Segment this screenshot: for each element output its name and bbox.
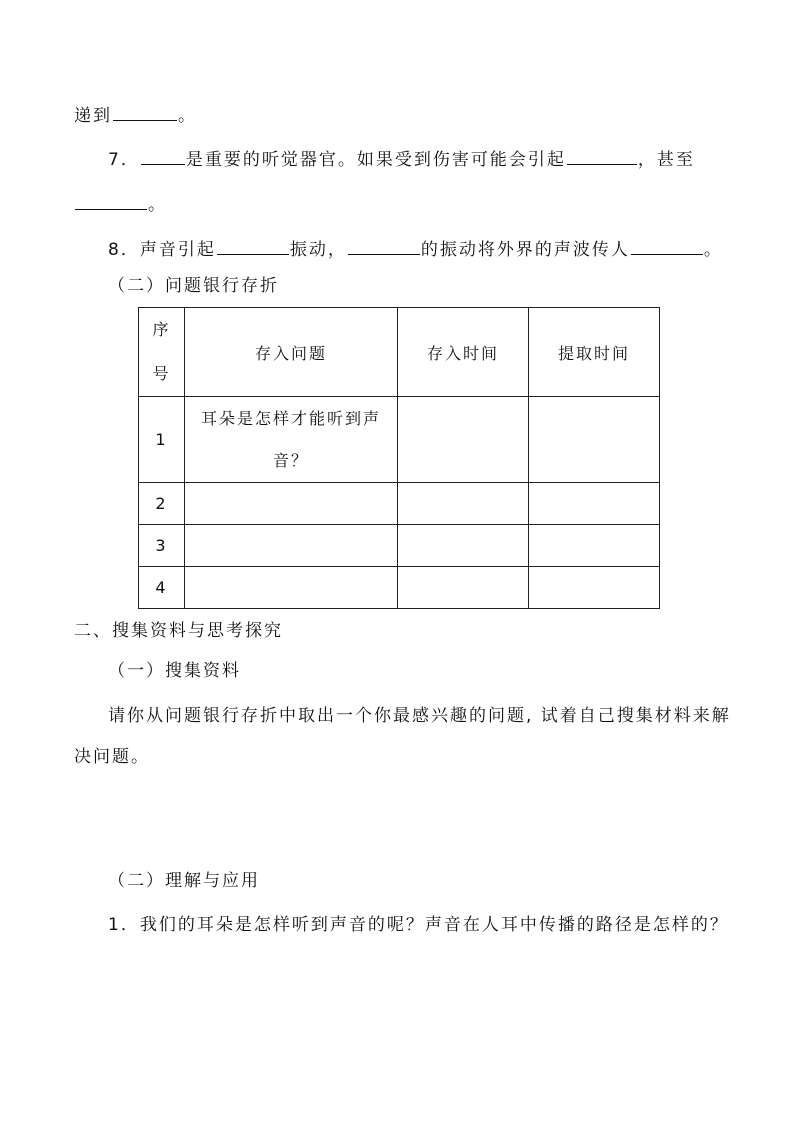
subsection-heading-collect: （一）搜集资料: [108, 661, 241, 681]
answer-blank[interactable]: [75, 193, 147, 210]
table-row: [139, 525, 660, 567]
deposit-time-cell[interactable]: [398, 567, 529, 609]
question-cell[interactable]: [185, 483, 398, 525]
question-text: 。: [148, 195, 167, 215]
question-number: 8．: [108, 240, 140, 260]
question-text: ，甚至: [637, 150, 695, 170]
question-cell-line: 耳朵是怎样才能听到声: [200, 408, 381, 428]
question-7-line2: [74, 193, 167, 217]
fill-text: 递到: [74, 106, 112, 126]
question-7-line1: [108, 148, 695, 172]
question-text: 声音引起: [139, 240, 216, 260]
withdraw-time-cell[interactable]: [529, 397, 660, 483]
table-header-row: [139, 308, 660, 397]
row-number: 3: [139, 525, 185, 567]
answer-blank[interactable]: [631, 238, 703, 255]
fill-text: 。: [178, 106, 197, 126]
question-text: 的振动将外界的声波传人: [420, 240, 630, 260]
row-number: 1: [139, 397, 185, 483]
question-cell[interactable]: [185, 525, 398, 567]
question-bank-table: [138, 307, 660, 609]
row-number: 4: [139, 567, 185, 609]
col-header-withdraw-time: 提取时间: [529, 308, 660, 397]
table-row: [139, 567, 660, 609]
table-row: [139, 397, 660, 483]
deposit-time-cell[interactable]: [398, 483, 529, 525]
subsection-heading-apply: （二）理解与应用: [108, 871, 260, 891]
withdraw-time-cell[interactable]: [529, 483, 660, 525]
part-2-heading: 二、搜集资料与思考探究: [74, 621, 283, 641]
answer-blank[interactable]: [567, 148, 637, 165]
answer-blank[interactable]: [113, 104, 177, 121]
question-text: 振动，: [289, 240, 347, 260]
question-cell-line: 音？: [272, 450, 309, 470]
question-number: 7．: [108, 150, 140, 170]
question-text: 我们的耳朵是怎样听到声音的呢？声音在人耳中传播的路径是怎样的？: [139, 915, 729, 935]
apply-question-1: [108, 913, 729, 937]
col-header-number: 序 号: [139, 308, 185, 397]
question-number: 1．: [108, 915, 140, 935]
question-8: [108, 238, 723, 262]
withdraw-time-cell[interactable]: [529, 525, 660, 567]
collect-instruction-line1: 请你从问题银行存折中取出一个你最感兴趣的问题, 试着自己搜集材料来解: [108, 706, 731, 726]
deposit-time-cell[interactable]: [398, 397, 529, 483]
fill-line-continued: [74, 104, 197, 128]
col-header-question: 存入问题: [185, 308, 398, 397]
withdraw-time-cell[interactable]: [529, 567, 660, 609]
question-text: 。: [703, 240, 723, 260]
answer-blank[interactable]: [141, 148, 185, 165]
answer-blank[interactable]: [217, 238, 289, 255]
section-heading-question-bank: （二）问题银行存折: [108, 276, 279, 296]
question-cell[interactable]: [185, 567, 398, 609]
question-text: 是重要的听觉器官。如果受到伤害可能会引起: [185, 150, 566, 170]
answer-blank[interactable]: [348, 238, 420, 255]
row-number: 2: [139, 483, 185, 525]
deposit-time-cell[interactable]: [398, 525, 529, 567]
question-cell[interactable]: [185, 397, 398, 483]
collect-instruction-line2: 决问题。: [74, 747, 150, 767]
col-header-deposit-time: 存入时间: [398, 308, 529, 397]
table-row: [139, 483, 660, 525]
